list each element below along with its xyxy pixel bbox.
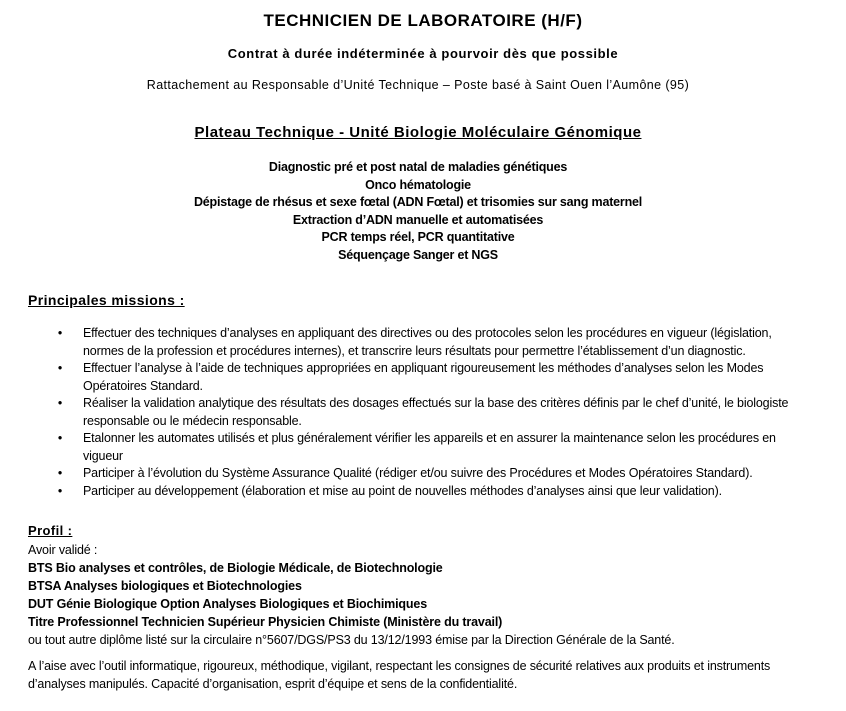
mission-text-line: normes de la profession et procédures internes), et transcrire leurs résultats pour permettre l’établissement d’un diagnostic. [83, 343, 746, 358]
bullet-icon: • [57, 483, 63, 498]
bullet-icon: • [57, 396, 63, 410]
job-title: TECHNICIEN DE LABORATOIRE (H/F) [263, 11, 583, 30]
missions-list [55, 325, 815, 500]
mission-item [55, 465, 815, 483]
other-diplomas-note: ou tout autre diplôme listé sur la circulaire n°5607/DGS/PS3 du 13/12/1993 émise par la Direction Générale de la Santé. [28, 633, 675, 647]
mission-item [55, 430, 815, 465]
bullet-icon: • [57, 326, 63, 340]
bullet-icon: • [57, 431, 63, 445]
profile-qualities-line: A l’aise avec l’outil informatique, rigoureux, méthodique, vigilant, respectant les consignes de sécurité relatives aux produits et instruments [28, 659, 771, 673]
mission-text-line: Réaliser la validation analytique des résultats des dosages effectués sur la base des critères définis par le chef d’unité, le biologiste [83, 396, 789, 410]
platform-title: Plateau Technique - Unité Biologie Moléculaire Génomique [194, 124, 642, 141]
profile-qualities [28, 657, 818, 693]
profile-section [28, 541, 818, 693]
profile-intro: Avoir validé : [28, 543, 98, 557]
bullet-icon: • [57, 466, 63, 480]
profile-qualities-line: d’analyses manipulés. Capacité d’organisation, esprit d’équipe et sens de la confidentialité. [28, 677, 518, 691]
mission-text-line: Participer au développement (élaboration et mise au point de nouvelles méthodes d’analyses ainsi que leur validation). [83, 483, 722, 498]
mission-item [55, 325, 815, 360]
contract-type: Contrat à durée indéterminée à pourvoir dès que possible [227, 46, 619, 61]
diploma-item: BTS Bio analyses et contrôles, de Biologie Médicale, de Biotechnologie [28, 561, 443, 575]
mission-text-line: vigueur [83, 448, 123, 463]
specialty-item: PCR temps réel, PCR quantitative [321, 230, 515, 244]
specialty-item: Séquençage Sanger et NGS [338, 247, 498, 262]
bullet-icon: • [57, 361, 63, 375]
mission-item [55, 395, 815, 430]
specialty-item: Dépistage de rhésus et sexe fœtal (ADN Fœtal) et trisomies sur sang maternel [193, 195, 643, 209]
specialties-list [0, 159, 836, 264]
mission-item [55, 360, 815, 395]
profile-heading: Profil : [28, 523, 73, 538]
mission-text-line: responsable ou le médecin responsable. [83, 413, 302, 428]
mission-text-line: Participer à l’évolution du Système Assurance Qualité (rédiger et/ou suivre des Procédures et Modes Opératoires Standard). [83, 466, 753, 480]
mission-text-line: Opératoires Standard. [83, 378, 203, 393]
specialty-item: Diagnostic pré et post natal de maladies génétiques [268, 160, 568, 174]
specialty-item: Onco hématologie [365, 177, 471, 192]
specialty-item: Extraction d’ADN manuelle et automatisées [292, 212, 544, 227]
diploma-item: Titre Professionnel Technicien Supérieur Physicien Chimiste (Ministère du travail) [28, 615, 503, 629]
mission-text-line: Effectuer l’analyse à l’aide de techniques appropriées en appliquant rigoureusement les méthodes d’analyses selon les Modes [83, 361, 764, 375]
attachment-location: Rattachement au Responsable d’Unité Technique – Poste basé à Saint Ouen l’Aumône (95) [146, 78, 690, 92]
missions-heading: Principales missions : [28, 292, 185, 308]
diploma-item: DUT Génie Biologique Option Analyses Biologiques et Biochimiques [28, 597, 428, 611]
mission-text-line: Etalonner les automates utilisés et plus généralement vérifier les appareils et en assurer la maintenance selon les procédures en [83, 431, 776, 445]
mission-item [55, 483, 815, 501]
diploma-item: BTSA Analyses biologiques et Biotechnologies [28, 579, 302, 593]
mission-text-line: Effectuer des techniques d’analyses en appliquant des directives ou des protocoles selon les procédures en vigueur (législation, [83, 326, 772, 340]
